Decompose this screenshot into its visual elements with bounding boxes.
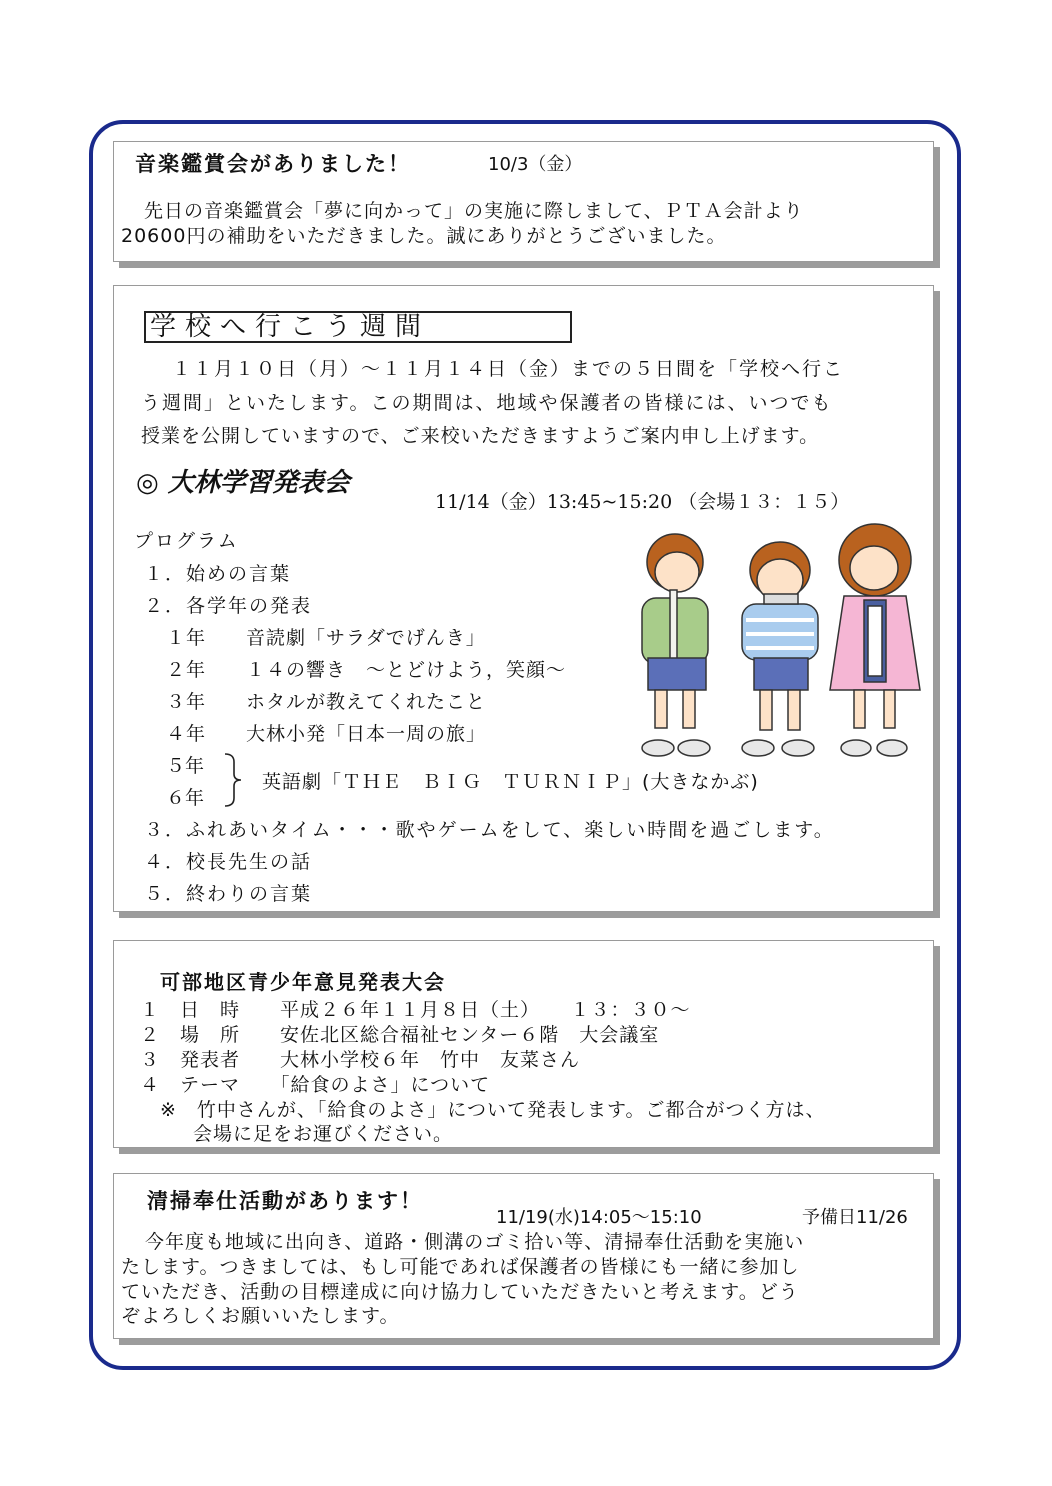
kid2-leg-right [788,690,800,730]
kid3-leg-left [854,690,865,728]
kid2-harmonica [764,594,798,604]
kid3-shoe-right [877,740,907,756]
cleaning-line-3: ていただき、活動の目標達成に向け協力していただきたいと考えます。どう [121,1281,799,1303]
school-week-line-2: う週間」といたします。この期間は、地域や保護者の皆様には、いつでも [141,392,833,414]
speech-title: 可部地区青少年意見発表大会 [160,970,446,994]
kid2-shoe-left [742,740,774,756]
grade-5: ５年 [166,755,205,777]
grade-1: １年 音読劇「サラダでげんき」 [166,627,486,649]
concert-date: 10/3（金） [488,154,583,175]
program-item-4: ４．校長先生の話 [144,851,313,873]
kid1-shoe-right [678,740,710,756]
kid3-leg-right [884,690,895,728]
kid1-face [655,552,699,592]
kid2-leg-left [760,690,772,730]
concert-line-2: 20600円の補助をいただきました。誠にありがとうございました。 [121,225,727,247]
speech-line-3: ３ 発表者 大林小学校６年 竹中 友菜さん [140,1049,581,1071]
grade-3: ３年 ホタルが教えてくれたこと [166,691,487,713]
brace-icon [222,752,244,808]
concert-title: 音楽鑑賞会がありました！ [135,152,411,176]
speech-note-1: ※ 竹中さんが、「給食のよさ」について発表します。ご都合がつく方は、 [160,1099,826,1121]
kid2-shoe-right [782,740,814,756]
cleaning-line-4: ぞよろしくお願いいたします。 [121,1305,400,1327]
kid2-shorts [754,658,808,690]
program-item-5: ５．終わりの言葉 [144,883,313,905]
cleaning-title: 清掃奉仕活動があります！ [147,1189,423,1213]
cleaning-line-1: 今年度も地域に出向き、道路・側溝のゴミ拾い等、清掃奉仕活動を実施い [145,1231,805,1253]
school-week-line-1: １１月１０日（月）～１１月１４日（金）までの５日間を「学校へ行こ [172,358,845,380]
kid3-keys [868,606,882,676]
program-item-2: ２．各学年の発表 [144,595,313,617]
presentation-datetime: 11/14（金）13:45~15:20 （会場１３：１５） [435,491,850,513]
grade-6: ６年 [166,787,205,809]
program-label: プログラム [134,530,239,552]
kid1-leg-left [655,690,667,728]
school-week-title: 学校へ行こう週間 [150,312,431,342]
kid3-shoe-left [841,740,871,756]
speech-note-2: 会場に足をお運びください。 [193,1123,454,1145]
presentation-title: ◎ 大林学習発表会 [136,468,350,498]
program-item-1: １．始めの言葉 [144,563,292,585]
grade-4: ４年 大林小発「日本一周の旅」 [166,723,487,745]
cleaning-reserve: 予備日11/26 [802,1207,908,1228]
speech-line-4: ４ テーマ 「給食のよさ」について [140,1074,491,1096]
speech-line-1: １ 日 時 平成２６年１１月８日（土） １３：３０～ [140,999,691,1021]
school-week-line-3: 授業を公開していますので、ご来校いただきますようご案内申し上げます。 [141,425,820,447]
cleaning-datetime: 11/19(水)14:05～15:10 [496,1207,702,1228]
speech-line-2: ２ 場 所 安佐北区総合福祉センター６階 大会議室 [140,1024,660,1046]
program-item-3: ３．ふれあいタイム・・・歌やゲームをして、楽しい時間を過ごします。 [144,819,835,841]
grade-5-6-play: 英語劇「ＴＨＥ ＢＩＧ ＴＵＲＮＩＰ」(大きなかぶ) [262,771,759,793]
kid1-leg-right [683,690,695,728]
grade-2: ２年 １４の響き ～とどけよう，笑顔～ [166,659,567,681]
kid1-shorts [648,658,706,690]
cleaning-line-2: たします。つきましては、もし可能であれば保護者の皆様にも一緒に参加し [121,1256,800,1278]
children-illustration [630,518,930,768]
kid3-face [850,546,898,590]
kid1-shoe-left [642,740,674,756]
concert-line-1: 先日の音楽鑑賞会「夢に向かって」の実施に際しまして、ＰＴＡ会計より [144,200,804,222]
